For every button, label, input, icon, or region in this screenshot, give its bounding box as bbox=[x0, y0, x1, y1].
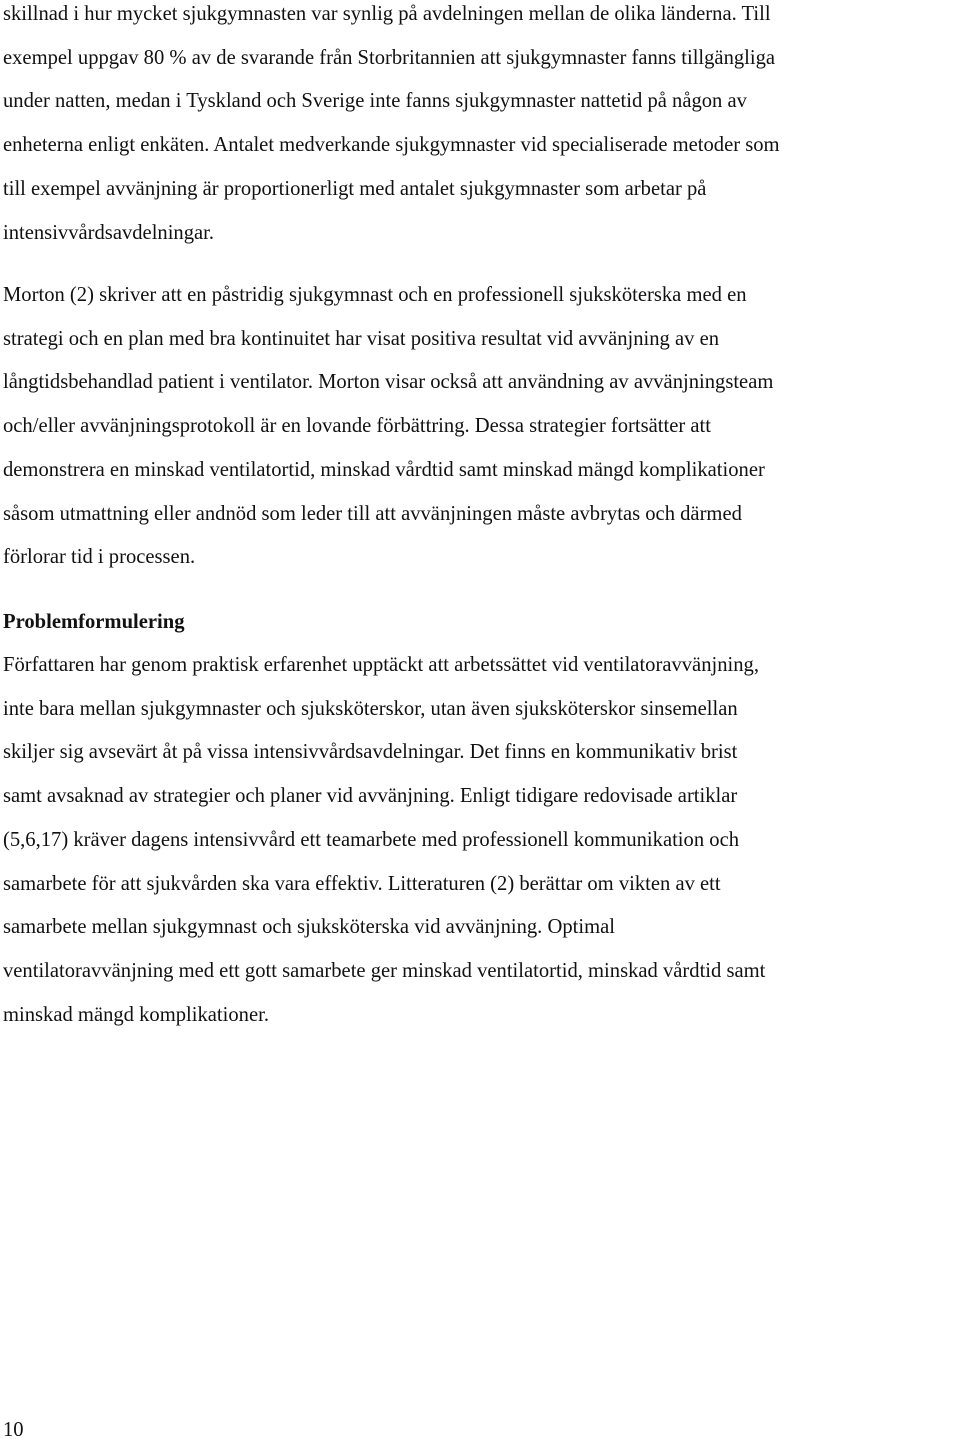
text-line: skiljer sig avsevärt åt på vissa intensivvårdsavdelningar. Det finns en kommunikativ brist bbox=[3, 741, 738, 764]
text-line: samt avsaknad av strategier och planer vid avvänjning. Enligt tidigare redovisade artiklar bbox=[3, 785, 738, 808]
text-line: minskad mängd komplikationer. bbox=[3, 1003, 269, 1026]
text-line: såsom utmattning eller andnöd som leder till att avvänjningen måste avbrytas och därmed bbox=[3, 502, 742, 525]
text-line: intensivvårdsavdelningar. bbox=[3, 221, 215, 244]
page-number: 10 bbox=[3, 1419, 24, 1441]
text-line: till exempel avvänjning är proportionerligt med antalet sjukgymnaster som arbetar på bbox=[3, 177, 707, 200]
text-line: enheterna enligt enkäten. Antalet medverkande sjukgymnaster vid specialiserade metoder som bbox=[3, 134, 780, 157]
text-line: (5,6,17) kräver dagens intensivvård ett teamarbete med professionell kommunikation och bbox=[3, 828, 740, 851]
body-paragraph bbox=[3, 274, 958, 580]
text-line: under natten, medan i Tyskland och Sverige inte fanns sjukgymnaster nattetid på någon av bbox=[3, 90, 747, 113]
text-line: och/eller avvänjningsprotokoll är en lovande förbättring. Dessa strategier fortsätter att bbox=[3, 415, 711, 438]
text-line: förlorar tid i processen. bbox=[3, 546, 196, 569]
text-line: skillnad i hur mycket sjukgymnasten var synlig på avdelningen mellan de olika länderna. Till bbox=[3, 3, 771, 25]
text-line: ventilatoravvänjning med ett gott samarbete ger minskad ventilatortid, minskad vårdtid samt bbox=[3, 959, 766, 982]
text-line: samarbete mellan sjukgymnast och sjuksköterska vid avvänjning. Optimal bbox=[3, 916, 615, 939]
text-line: samarbete för att sjukvården ska vara effektiv. Litteraturen (2) berättar om vikten av ett bbox=[3, 872, 721, 895]
text-line: demonstrera en minskad ventilatortid, minskad vårdtid samt minskad mängd komplikationer bbox=[3, 458, 765, 481]
body-paragraph bbox=[3, 644, 958, 1037]
text-line: Författaren har genom praktisk erfarenhet upptäckt att arbetssättet vid ventilatoravvänjning, bbox=[3, 654, 759, 676]
section-heading: Problemformulering bbox=[3, 611, 185, 633]
text-line: Morton (2) skriver att en påstridig sjukgymnast och en professionell sjuksköterska med en bbox=[3, 284, 747, 306]
text-line: långtidsbehandlad patient i ventilator. Morton visar också att användning av avvänjningsteam bbox=[3, 371, 774, 394]
text-line: inte bara mellan sjukgymnaster och sjuksköterskor, utan även sjuksköterskor sinsemellan bbox=[3, 697, 738, 720]
text-line: strategi och en plan med bra kontinuitet har visat positiva resultat vid avvänjning av en bbox=[3, 327, 720, 350]
body-paragraph bbox=[3, 0, 958, 255]
text-line: exempel uppgav 80 % av de svarande från Storbritannien att sjukgymnaster fanns tillgängliga bbox=[3, 46, 776, 69]
